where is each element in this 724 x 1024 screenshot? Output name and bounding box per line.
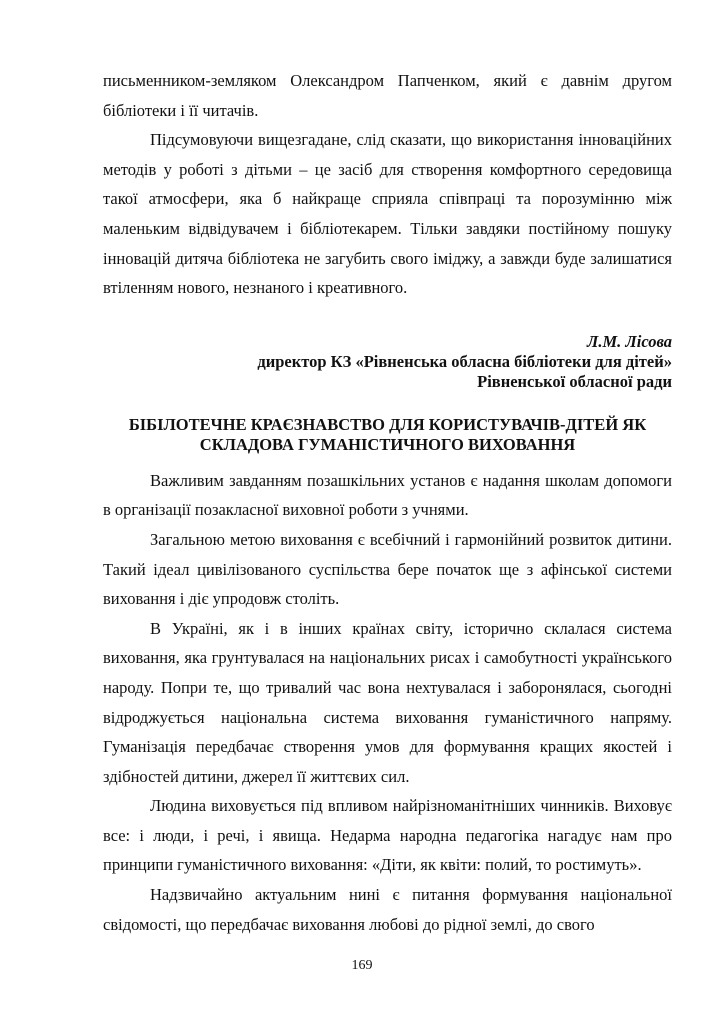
paragraph-summary: Підсумовуючи вищезгадане, слід сказати, що використання інноваційних методів у роботі з дітьми – це засіб для створення комфортного середовища такої атмосфери, яка б найкраще сприяла співпраці та порозумінню між маленьким відвідувачем і бібліотекарем. Тільки завдяки постійному пошуку інновацій дитяча бібліотека не загубить свого іміджу, а завжди буде залишатися втіленням нового, незнаного і креативного. (103, 130, 672, 298)
author-organization: Рівненської обласної ради (477, 371, 672, 391)
author-signature (103, 332, 672, 392)
paragraph-body-3: В Україні, як і в інших країнах світу, історично склалася система виховання, яка грунтувалася на національних рисах і самобутності українського народу. Попри те, що тривалий час вона нехтувалася і заборонялася, сьогодні відроджується національна система виховання гуманістичного напряму. Гуманізація передбачає створення умов для формування кращих якостей і здібностей дитини, джерел її життєвих сил. (103, 618, 672, 786)
author-position: директор КЗ «Рівненська обласна бібліотеки для дітей» (257, 351, 672, 371)
paragraph-body-1: Важливим завданням позашкільних установ є надання школам допомоги в організації позакласної виховної роботи з учнями. (103, 470, 672, 520)
section-heading (103, 415, 672, 455)
author-name: Л.М. Лісова (587, 331, 672, 351)
page-content (103, 66, 672, 939)
paragraph-body-4: Людина виховується під впливом найрізноманітніших чинників. Виховує все: і люди, і речі, і явища. Недарма народна педагогіка нагадує нам про принципи гуманістичного виховання: «Діти, як квіти: полий, то ростимуть». (103, 796, 672, 875)
page-number: 169 (351, 958, 373, 973)
section-heading-line-2: СКЛАДОВА ГУМАНІСТИЧНОГО ВИХОВАННЯ (199, 434, 576, 454)
paragraph-body-2: Загальною метою виховання є всебічний і гармонійний розвиток дитини. Такий ідеал цивілізованого суспільства бере початок ще з афінської системи виховання і діє упродовж століть. (103, 529, 672, 609)
paragraph-continuation: письменником-земляком Олександром Папченком, який є давнім другом бібліотеки і її читачів. (103, 71, 672, 120)
paragraph-body-5: Надзвичайно актуальним нині є питання формування національної свідомості, що передбачає виховання любові до рідної землі, до свого (103, 885, 672, 934)
section-heading-line-1: БІБІЛОТЕЧНЕ КРАЄЗНАВСТВО ДЛЯ КОРИСТУВАЧІВ-ДІТЕЙ ЯК (128, 414, 647, 434)
